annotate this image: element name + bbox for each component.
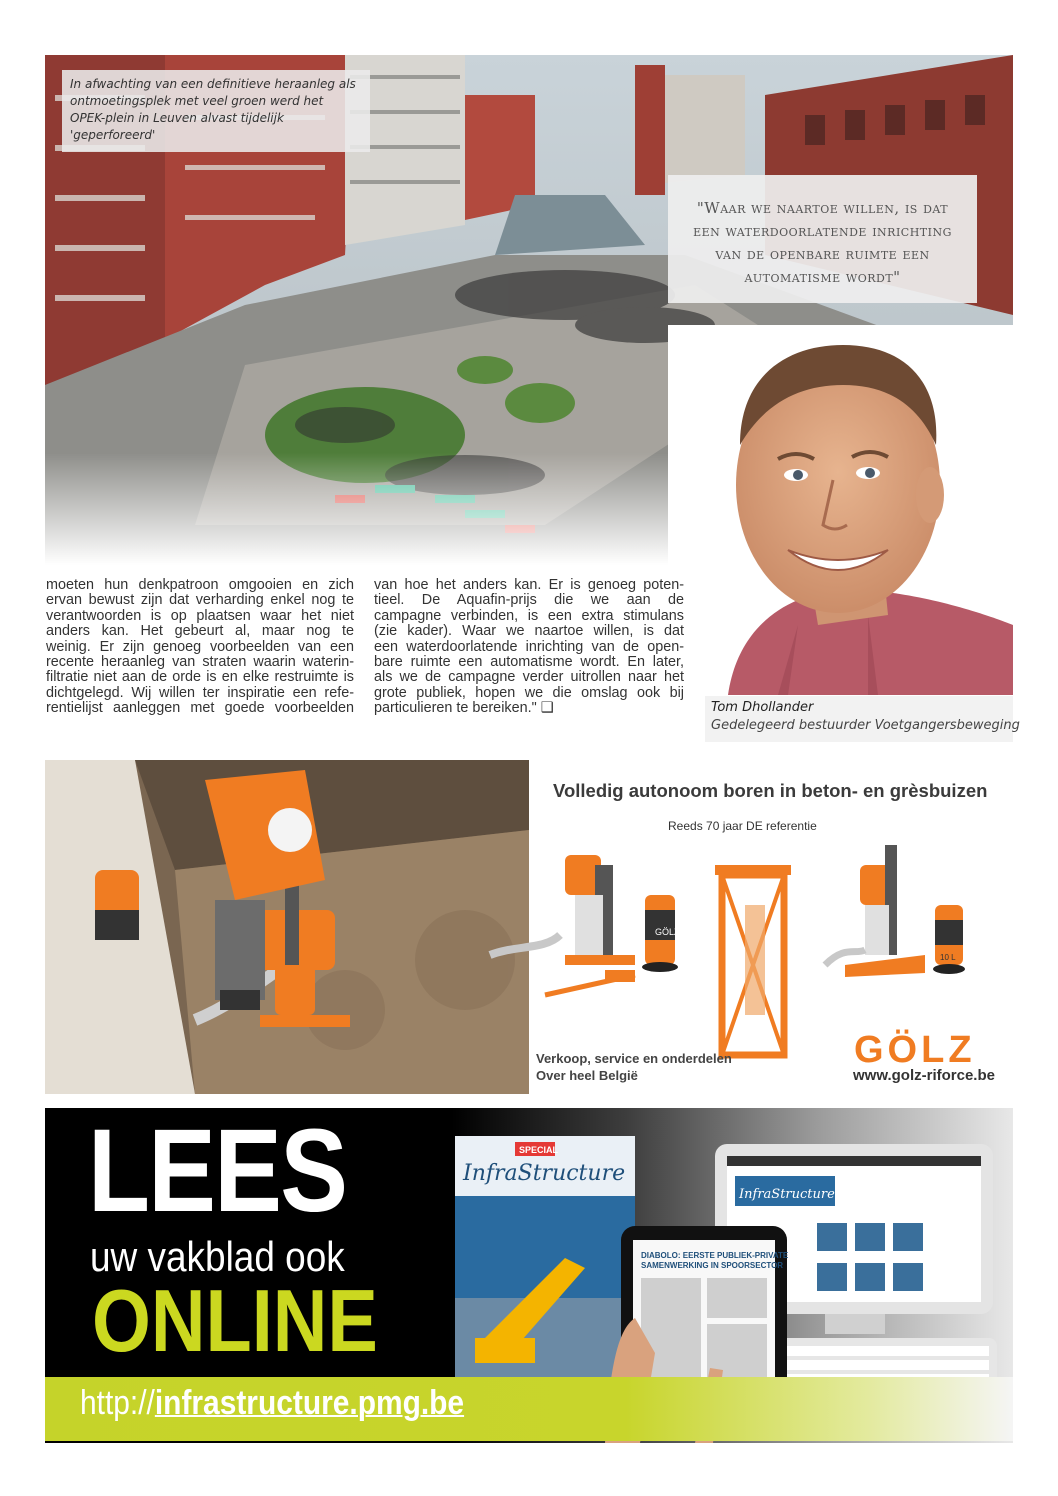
- tank-logo: GÖLZ: [655, 927, 680, 937]
- text-line: rentielijst aanleggen met goede voorbeelden: [46, 700, 354, 717]
- text-line: grote publiek, hopen we die omslag ook bij: [374, 684, 684, 701]
- text-line: recente heraanleg van straten waarin waterin-: [46, 654, 354, 671]
- text-line: dichtgelegd. Wij willen ter inspiratie een refe-: [46, 684, 354, 701]
- pull-quote: [668, 175, 977, 303]
- url-domain: infrastructure.pmg.be: [154, 1384, 465, 1422]
- text-line: als we de campagne verder uitrollen naar het: [374, 669, 684, 686]
- text-line: een waterdoorlatende inrichting van de open-: [374, 638, 684, 655]
- magazine-cover: [455, 1136, 635, 1381]
- portrait-photo: [668, 325, 1013, 695]
- text-line: van hoe het anders kan. Er is genoeg poten-: [374, 577, 684, 593]
- svg-text:InfraStructure: InfraStructure: [739, 1187, 835, 1202]
- text-line: anders kan. Het gebeurt al, maar nog te: [46, 623, 354, 640]
- text-line: filtratie niet aan de orde is en elke restruimte is: [46, 669, 354, 686]
- ad-footer-region: Over heel België: [536, 1068, 638, 1083]
- portrait-role: Gedelegeerd bestuurder Voetgangersbeweging: [711, 718, 1020, 733]
- magazine-badge: SPECIAL: [519, 1145, 559, 1155]
- drill-unit-product: [825, 845, 965, 977]
- text-line: particulieren te bereiken." ❑: [374, 700, 554, 717]
- tablet-headline: DIABOLO: EERSTE PUBLIEK-PRIVATE: [641, 1251, 789, 1260]
- text-line: ervan bewust zijn dat verharding enkel nog te: [46, 592, 354, 609]
- drilling-scene-illustration: [45, 760, 529, 1094]
- text-line: tieel. De Aquafin-prijs die we aan de: [374, 592, 684, 609]
- text-line: bare ruimte een automatisme wordt. En later,: [374, 654, 684, 671]
- text-line: (zie kader). Waar we naartoe willen, is dat: [374, 623, 684, 640]
- ad-photo-worker: [45, 760, 529, 1094]
- ad-footer-service: Verkoop, service en onderdelen: [536, 1051, 732, 1066]
- quote-line: "Waar we naartoe willen, is dat: [696, 199, 949, 217]
- drill-rig-product: [490, 855, 680, 995]
- text-line: moeten hun denkpatroon omgooien en zich: [46, 577, 354, 593]
- quote-line: een waterdoorlatende inrichting: [693, 222, 952, 240]
- photo-caption: In afwachting van een definitieve heraanleg als ontmoetingsplek met veel groen werd het OPEK-plein in Leuven alvast tijdelijk 'geperforeerd': [62, 70, 370, 152]
- golz-url-link[interactable]: www.golz-riforce.be: [853, 1067, 995, 1084]
- drill-frame-product: [715, 865, 791, 1055]
- golz-logo: GÖLZ: [854, 1029, 976, 1071]
- text-line: campagne verbinden, is een extra stimulans: [374, 607, 684, 624]
- ad-title: Volledig autonoom boren in beton- en grèsbuizen: [553, 780, 988, 801]
- quote-line: van de openbare ruimte een: [715, 245, 930, 263]
- url-prefix: http://: [80, 1384, 155, 1422]
- portrait-name: Tom Dhollander: [711, 700, 814, 715]
- portrait-illustration: [668, 325, 1013, 695]
- magazine-title: InfraStructure: [463, 1161, 626, 1186]
- svg-text:SAMENWERKING IN SPOORSECTOR: SAMENWERKING IN SPOORSECTOR: [641, 1261, 784, 1270]
- banner-url-link[interactable]: [80, 1384, 464, 1423]
- banner-subheadline: uw vakblad ook: [90, 1233, 345, 1280]
- article-column-1: [46, 578, 354, 717]
- text-line: weinig. Er zijn genoeg voorbeelden van een: [46, 638, 354, 655]
- ad-subtitle: Reeds 70 jaar DE referentie: [668, 819, 817, 833]
- quote-line: automatisme wordt": [744, 268, 901, 286]
- text-line: verantwoorden is op plaatsen waar het niet: [46, 607, 354, 624]
- article-column-2: [374, 578, 684, 717]
- banner-headline-lees: LEES: [88, 1105, 347, 1237]
- tank-volume: 10 L: [940, 953, 956, 962]
- banner-headline-online: ONLINE: [92, 1271, 378, 1370]
